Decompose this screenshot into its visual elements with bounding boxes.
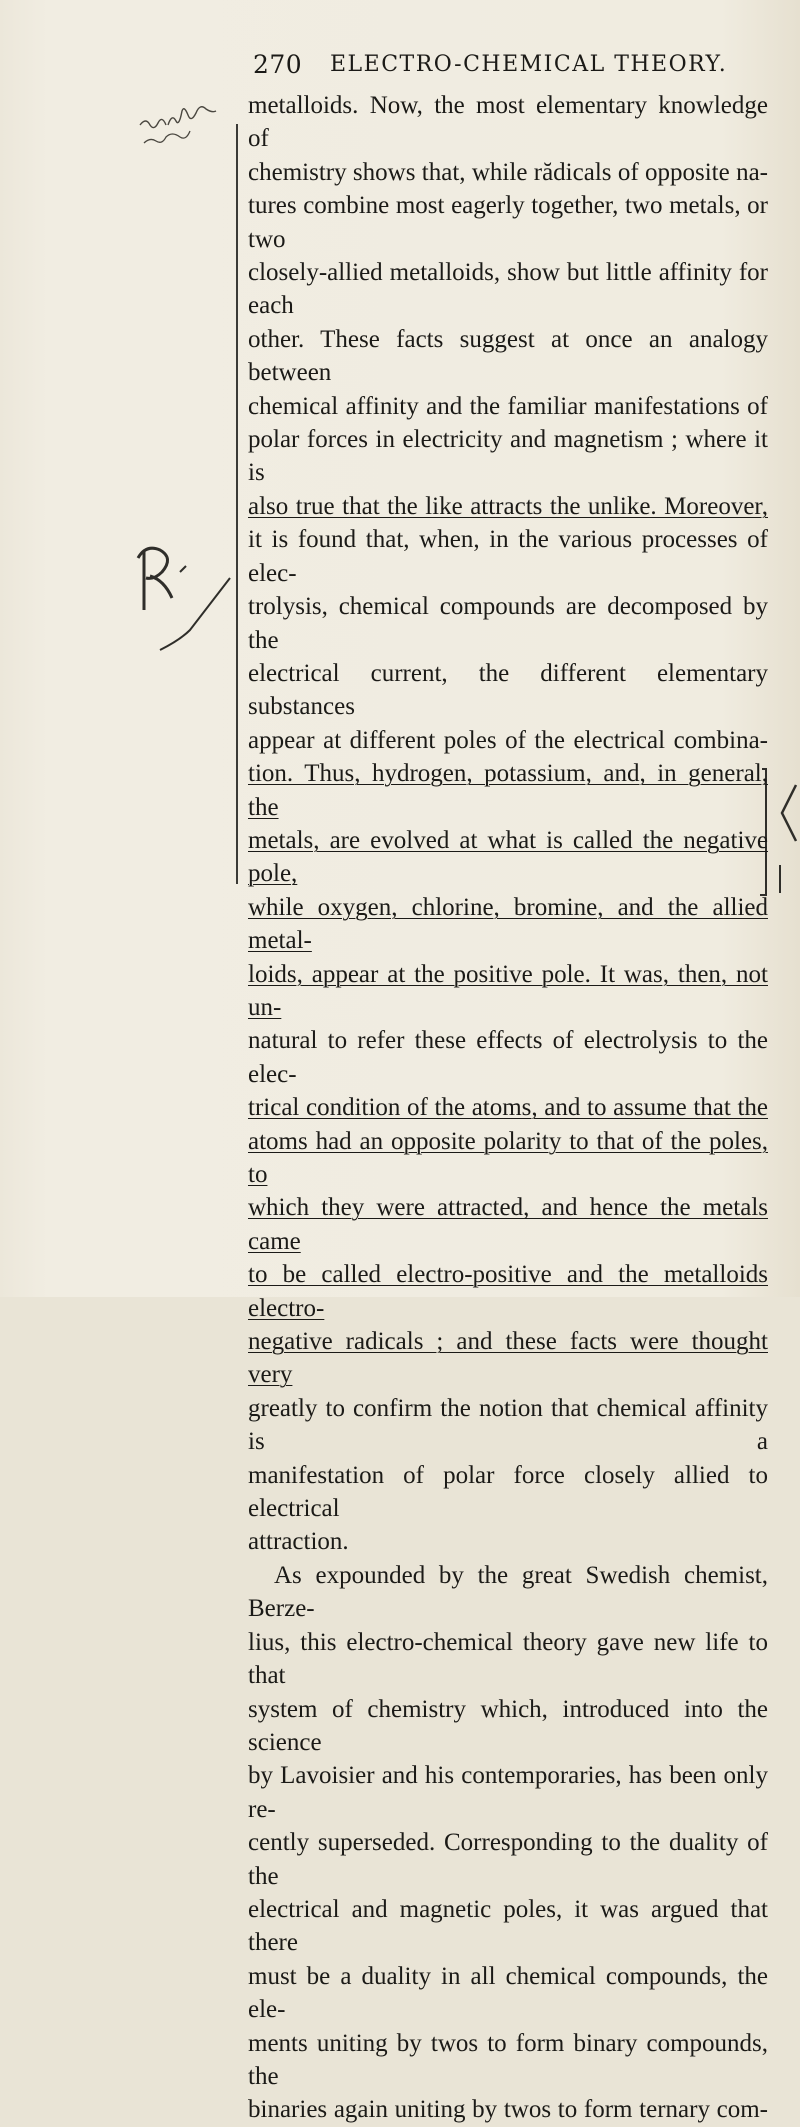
text-line: attraction. <box>248 1528 349 1556</box>
text-line: which they were attracted, and hence the metals came <box>248 1194 768 1255</box>
handwritten-scribble-icon <box>138 85 258 145</box>
text-line: metals, are evolved at what is called the negative pole, <box>248 826 768 888</box>
text-line: chemistry shows that, while rădicals of opposite na- <box>248 158 768 186</box>
margin-rule-line <box>236 124 238 884</box>
paragraph-2 <box>248 1559 768 2127</box>
text-line: must be a duality in all chemical compounds, the ele- <box>248 1962 768 2024</box>
text-line: tures combine most eagerly together, two metals, or two <box>248 192 768 253</box>
text-line: atoms had an opposite polarity to that of the poles, to <box>248 1127 768 1188</box>
text-line: binaries again uniting by twos to form ternary com- <box>248 2096 768 2124</box>
text-line: manifestation of polar force closely allied to electrical <box>248 1461 768 1523</box>
text-line: tion. Thus, hydrogen, potassium, and, in general, the <box>248 760 768 821</box>
text-line: negative radicals ; and these facts were thought very <box>248 1328 768 1389</box>
text-line: ments uniting by twos to form binary compounds, the <box>248 2029 768 2090</box>
text-line: natural to refer these effects of electrolysis to the elec- <box>248 1027 768 1088</box>
page-number: 270 <box>253 50 303 79</box>
text-line: it is found that, when, in the various processes of elec- <box>248 526 768 587</box>
text-line: greatly to confirm the notion that chemical affinity is a <box>248 1394 768 1456</box>
text-line: trical condition of the atoms, and to assume that the <box>248 1094 768 1122</box>
body-text <box>248 89 768 2127</box>
paragraph-1 <box>248 89 768 1559</box>
text-line: appear at different poles of the electrical combina- <box>248 726 768 754</box>
text-line: system of chemistry which, introduced into the science <box>248 1695 768 1756</box>
text-line: to be called electro-positive and the metalloids electro- <box>248 1261 768 1322</box>
text-line: while oxygen, chlorine, bromine, and the allied metal- <box>248 893 768 955</box>
text-line: metalloids. Now, the most elementary knowledge of <box>248 92 768 153</box>
handwritten-r-mark-icon <box>130 540 240 690</box>
text-line: closely-allied metalloids, show but little affinity for each <box>248 259 768 320</box>
running-title: ELECTRO-CHEMICAL THEORY. <box>330 52 728 77</box>
text-line: by Lavoisier and his contemporaries, has been only re- <box>248 1762 768 1823</box>
page-header <box>0 50 800 90</box>
text-line: also true that the like attracts the unlike. Moreover, <box>248 492 768 520</box>
text-line: chemical affinity and the familiar manifestations of <box>248 392 768 420</box>
text-line: cently superseded. Corresponding to the duality of the <box>248 1829 768 1890</box>
text-line: electrical current, the different elementary substances <box>248 659 768 721</box>
text-line: trolysis, chemical compounds are decomposed by the <box>248 593 768 654</box>
text-line: polar forces in electricity and magnetism ; where it is <box>248 426 768 487</box>
text-line: As expounded by the great Swedish chemist, Berze- <box>248 1561 768 1623</box>
text-line: electrical and magnetic poles, it was argued that there <box>248 1895 768 1957</box>
text-line: lius, this electro-chemical theory gave new life to that <box>248 1628 768 1690</box>
text-line: other. These facts suggest at once an analogy between <box>248 325 768 387</box>
text-line: loids, appear at the positive pole. It was, then, not un- <box>248 960 768 1021</box>
